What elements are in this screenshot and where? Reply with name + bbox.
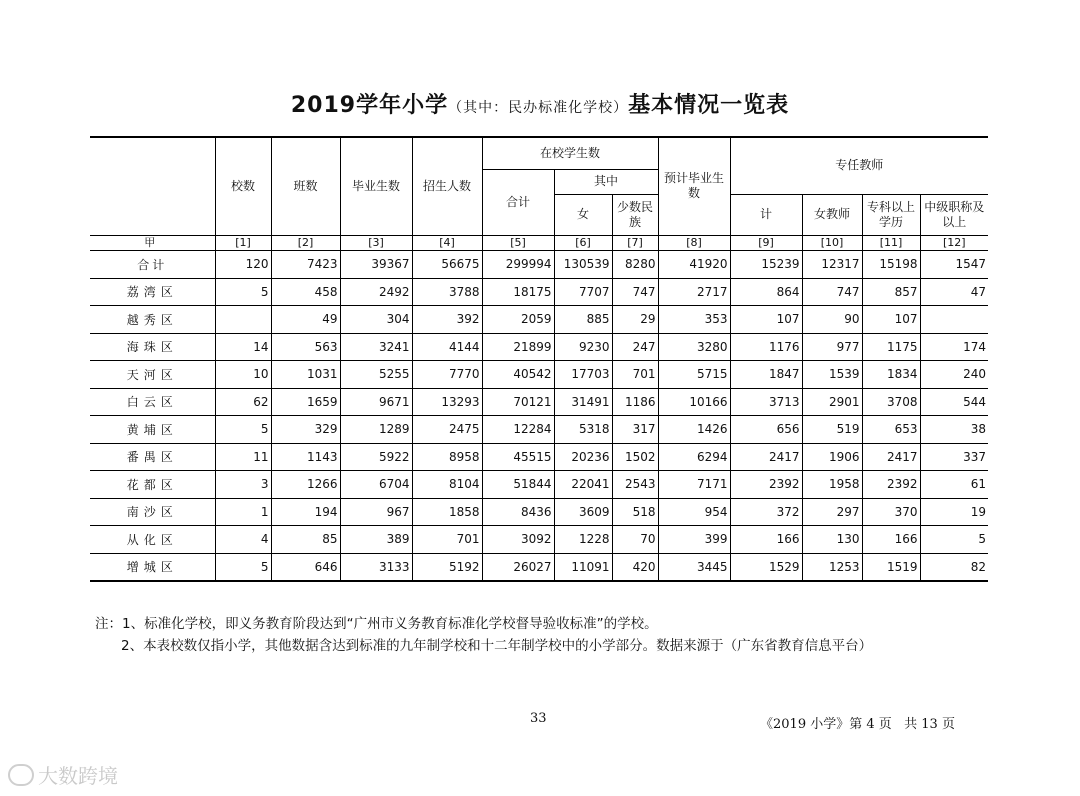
header-graduates: 毕业生数: [340, 137, 412, 235]
table-row: [90, 553, 988, 581]
data-cell: 3708: [862, 388, 920, 416]
note-1: 注：1、标准化学校，即义务教育阶段达到“广州市义务教育标准化学校督导验收标准”的学校。: [95, 616, 658, 632]
data-cell: 6704: [340, 471, 412, 499]
row-name: 黄埔区: [90, 416, 215, 444]
data-cell: 247: [612, 333, 658, 361]
data-cell: 458: [271, 278, 340, 306]
data-cell: 82: [920, 553, 988, 581]
data-cell: 2492: [340, 278, 412, 306]
header-female-teachers: 女教师: [802, 194, 862, 235]
index-cell: [8]: [658, 235, 730, 250]
data-cell: 4144: [412, 333, 482, 361]
data-cell: 5318: [554, 416, 612, 444]
header-in-school-total: 合计: [482, 169, 554, 235]
data-cell: 38: [920, 416, 988, 444]
row-name: 南沙区: [90, 498, 215, 526]
data-cell: 646: [271, 553, 340, 581]
data-cell: 2059: [482, 306, 554, 334]
data-cell: 29: [612, 306, 658, 334]
data-cell: 372: [730, 498, 802, 526]
data-cell: 1175: [862, 333, 920, 361]
data-cell: 5: [215, 278, 271, 306]
title-sub: （其中：民办标准化学校）: [448, 100, 629, 116]
data-cell: 40542: [482, 361, 554, 389]
data-cell: 7171: [658, 471, 730, 499]
data-cell: 107: [730, 306, 802, 334]
header-classes: 班数: [271, 137, 340, 235]
data-cell: 1228: [554, 526, 612, 554]
data-cell: 13293: [412, 388, 482, 416]
data-cell: 18175: [482, 278, 554, 306]
data-cell: 304: [340, 306, 412, 334]
index-cell: [1]: [215, 235, 271, 250]
data-cell: 22041: [554, 471, 612, 499]
header-expected-grads: 预计毕业生数: [658, 137, 730, 235]
row-name: 天河区: [90, 361, 215, 389]
data-cell: 1502: [612, 443, 658, 471]
data-cell: 3788: [412, 278, 482, 306]
data-cell: 370: [862, 498, 920, 526]
data-cell: 5255: [340, 361, 412, 389]
table-row: [90, 278, 988, 306]
data-cell: 2417: [730, 443, 802, 471]
index-cell: 甲: [90, 235, 215, 250]
data-cell: 70: [612, 526, 658, 554]
header-college-above: 专科以上学历: [862, 194, 920, 235]
data-cell: 519: [802, 416, 862, 444]
row-name: 从化区: [90, 526, 215, 554]
data-cell: 5922: [340, 443, 412, 471]
title-main-prefix: 2019学年小学: [290, 93, 449, 118]
data-cell: 317: [612, 416, 658, 444]
data-cell: 10: [215, 361, 271, 389]
page-number: 33: [530, 711, 547, 726]
data-cell: 9671: [340, 388, 412, 416]
data-cell: 3713: [730, 388, 802, 416]
header-schools: 校数: [215, 137, 271, 235]
data-cell: 20236: [554, 443, 612, 471]
index-cell: [6]: [554, 235, 612, 250]
data-cell: 51844: [482, 471, 554, 499]
header-minority: 少数民族: [612, 194, 658, 235]
data-cell: 31491: [554, 388, 612, 416]
data-cell: 1847: [730, 361, 802, 389]
index-cell: [11]: [862, 235, 920, 250]
table-row: [90, 416, 988, 444]
page-footer: 《2019 小学》第 4 页 共 13 页: [760, 717, 955, 732]
watermark-logo-icon: [8, 764, 34, 786]
data-cell: 70121: [482, 388, 554, 416]
data-cell: 1529: [730, 553, 802, 581]
data-cell: 5192: [412, 553, 482, 581]
data-cell: 2417: [862, 443, 920, 471]
data-cell: 3092: [482, 526, 554, 554]
data-cell: 5715: [658, 361, 730, 389]
data-cell: 90: [802, 306, 862, 334]
index-cell: [5]: [482, 235, 554, 250]
table-row: [90, 361, 988, 389]
data-cell: 392: [412, 306, 482, 334]
total-row: [90, 250, 988, 278]
data-cell: 1539: [802, 361, 862, 389]
data-cell: 7770: [412, 361, 482, 389]
data-cell: 3280: [658, 333, 730, 361]
data-cell: [215, 306, 271, 334]
data-cell: 2543: [612, 471, 658, 499]
data-cell: 174: [920, 333, 988, 361]
title-main-suffix: 基本情况一览表: [628, 93, 790, 118]
data-cell: 1031: [271, 361, 340, 389]
data-cell: 2392: [730, 471, 802, 499]
header-enrollment: 招生人数: [412, 137, 482, 235]
header-blank: [90, 137, 215, 235]
row-name: 荔湾区: [90, 278, 215, 306]
data-cell: 130539: [554, 250, 612, 278]
data-cell: 337: [920, 443, 988, 471]
table-row: [90, 443, 988, 471]
index-row: [90, 235, 988, 250]
data-cell: 166: [730, 526, 802, 554]
data-cell: 5: [215, 416, 271, 444]
data-cell: 420: [612, 553, 658, 581]
data-cell: 240: [920, 361, 988, 389]
data-cell: 954: [658, 498, 730, 526]
data-cell: 17703: [554, 361, 612, 389]
data-cell: 1266: [271, 471, 340, 499]
data-cell: 61: [920, 471, 988, 499]
data-cell: 19: [920, 498, 988, 526]
table-row: [90, 388, 988, 416]
data-cell: 12284: [482, 416, 554, 444]
data-cell: 1176: [730, 333, 802, 361]
data-cell: 194: [271, 498, 340, 526]
data-cell: 885: [554, 306, 612, 334]
data-cell: 166: [862, 526, 920, 554]
data-cell: 967: [340, 498, 412, 526]
statistics-table: [90, 136, 988, 582]
data-cell: 5: [920, 526, 988, 554]
data-cell: 518: [612, 498, 658, 526]
row-name: 越秀区: [90, 306, 215, 334]
data-cell: 1186: [612, 388, 658, 416]
data-cell: 747: [612, 278, 658, 306]
header-of-which: 其中: [554, 169, 658, 194]
data-cell: 26027: [482, 553, 554, 581]
data-cell: 130: [802, 526, 862, 554]
row-name: 增城区: [90, 553, 215, 581]
data-cell: 1: [215, 498, 271, 526]
data-cell: 1906: [802, 443, 862, 471]
data-cell: 3445: [658, 553, 730, 581]
data-cell: 747: [802, 278, 862, 306]
data-cell: 1143: [271, 443, 340, 471]
data-cell: 120: [215, 250, 271, 278]
data-cell: 8436: [482, 498, 554, 526]
data-cell: 49: [271, 306, 340, 334]
data-cell: 62: [215, 388, 271, 416]
data-cell: 3241: [340, 333, 412, 361]
index-cell: [3]: [340, 235, 412, 250]
table-row: [90, 306, 988, 334]
index-cell: [4]: [412, 235, 482, 250]
index-cell: [7]: [612, 235, 658, 250]
data-cell: 3609: [554, 498, 612, 526]
data-cell: 399: [658, 526, 730, 554]
data-cell: 857: [862, 278, 920, 306]
header-teachers-total: 计: [730, 194, 802, 235]
index-cell: [12]: [920, 235, 988, 250]
data-cell: 6294: [658, 443, 730, 471]
table-row: [90, 471, 988, 499]
data-cell: 10166: [658, 388, 730, 416]
header-female: 女: [554, 194, 612, 235]
data-cell: 701: [612, 361, 658, 389]
row-name: 合计: [90, 250, 215, 278]
header-in-school: 在校学生数: [482, 137, 658, 169]
header-fulltime-teachers: 专任教师: [730, 137, 988, 194]
data-cell: 1659: [271, 388, 340, 416]
data-cell: 85: [271, 526, 340, 554]
data-cell: 4: [215, 526, 271, 554]
data-cell: 1834: [862, 361, 920, 389]
watermark: [8, 760, 118, 789]
data-cell: 563: [271, 333, 340, 361]
data-cell: 15239: [730, 250, 802, 278]
data-cell: 1958: [802, 471, 862, 499]
data-cell: 56675: [412, 250, 482, 278]
page-title: [0, 88, 1080, 119]
table-row: [90, 333, 988, 361]
data-cell: 864: [730, 278, 802, 306]
data-cell: 7423: [271, 250, 340, 278]
data-cell: [920, 306, 988, 334]
data-cell: 11091: [554, 553, 612, 581]
data-cell: 1426: [658, 416, 730, 444]
data-cell: 14: [215, 333, 271, 361]
data-cell: 9230: [554, 333, 612, 361]
data-cell: 1547: [920, 250, 988, 278]
data-cell: 1253: [802, 553, 862, 581]
table-row: [90, 498, 988, 526]
note-2: 2、本表校数仅指小学，其他数据含达到标准的九年制学校和十二年制学校中的小学部分。数据来源于（广东省教育信息平台）: [121, 638, 873, 654]
data-cell: 5: [215, 553, 271, 581]
data-cell: 1519: [862, 553, 920, 581]
data-cell: 3133: [340, 553, 412, 581]
row-name: 海珠区: [90, 333, 215, 361]
data-cell: 8104: [412, 471, 482, 499]
data-cell: 1858: [412, 498, 482, 526]
data-cell: 353: [658, 306, 730, 334]
data-cell: 544: [920, 388, 988, 416]
table-row: [90, 526, 988, 554]
data-cell: 41920: [658, 250, 730, 278]
data-cell: 7707: [554, 278, 612, 306]
data-cell: 2392: [862, 471, 920, 499]
data-cell: 47: [920, 278, 988, 306]
data-cell: 329: [271, 416, 340, 444]
data-cell: 11: [215, 443, 271, 471]
data-cell: 2475: [412, 416, 482, 444]
watermark-text: 大数跨境: [38, 764, 118, 788]
data-cell: 107: [862, 306, 920, 334]
data-cell: 656: [730, 416, 802, 444]
data-cell: 297: [802, 498, 862, 526]
data-cell: 2717: [658, 278, 730, 306]
data-cell: 15198: [862, 250, 920, 278]
data-cell: 2901: [802, 388, 862, 416]
notes: [95, 613, 872, 657]
data-cell: 39367: [340, 250, 412, 278]
data-cell: 12317: [802, 250, 862, 278]
data-cell: 653: [862, 416, 920, 444]
data-cell: 389: [340, 526, 412, 554]
data-cell: 299994: [482, 250, 554, 278]
row-name: 花都区: [90, 471, 215, 499]
index-cell: [10]: [802, 235, 862, 250]
index-cell: [2]: [271, 235, 340, 250]
data-cell: 3: [215, 471, 271, 499]
header-mid-title-above: 中级职称及以上: [920, 194, 988, 235]
data-cell: 8280: [612, 250, 658, 278]
data-cell: 45515: [482, 443, 554, 471]
data-cell: 977: [802, 333, 862, 361]
row-name: 白云区: [90, 388, 215, 416]
data-cell: 701: [412, 526, 482, 554]
data-cell: 8958: [412, 443, 482, 471]
data-cell: 21899: [482, 333, 554, 361]
index-cell: [9]: [730, 235, 802, 250]
row-name: 番禺区: [90, 443, 215, 471]
data-cell: 1289: [340, 416, 412, 444]
